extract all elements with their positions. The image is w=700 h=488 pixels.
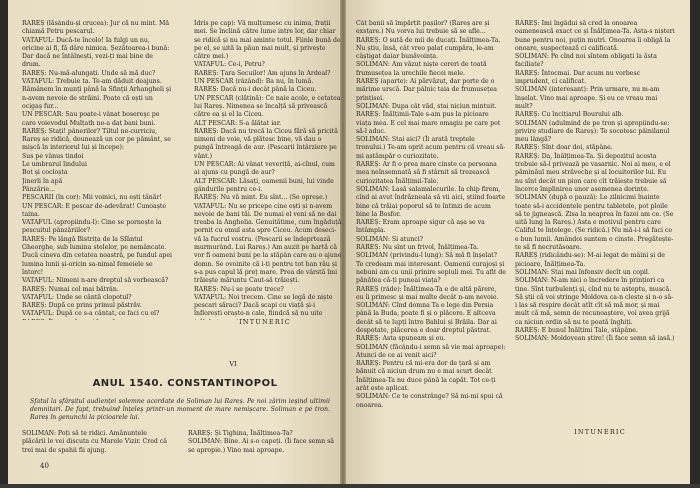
page-number: 40 xyxy=(40,462,49,470)
left-page-column-1: RAREȘ (lăsându-și crucea): Jur că nu mint. Mă chiamă Petru pescarul. VATAFUL: Ducă-te încolo! Ia fulgi un nu, oricine ai fi, fă dâre nimica. Șezătoarea-i bună: Dar dacă ne întâlnești, vezi-ți mai bine de drum. RAREȘ: Nu-mă-alungați. Unde să mă duc? VATAFUL: Trebuie ta. Te-am dăduit deajuns. Rămânem în munți până la Sfinții Arhangheli și n-avem nevoie de străini. Poate că ești un ocigaș fur... UN PESCAR: Sau poate-i vânat bosereşc pe care voievodul Mulțath ne-a dat bani buni. RAREȘ: Stați! pânerilor? Tiltul ne-curriciu, Rareș se ridică, deunează un cor pe pământ, se mișcă în interiorul lui și începe): Sus pe vânus tindoi Le umbrarul lindului Bot și cocloșta Jinerli în apă Pânzărie... PESCARII (în cor): Mii voinici, nu ești tânăr! UN PESCAR: E pescar de-adevărat! Cunoaște taina. VATAFUL (apropiindu-l): Cine se pornește la pescuitul pânzăriilor? RAREȘ: Pe lângă Bistrița de la Sfântul Gheorghe, sub lumina stelelor, pe nemâncate. Ducă cineva din cetatea noastră, pe fundul apei lumina lunii și-oricin sa-nimal femeiele se întorc! VATAFUL: Nimeni n-are dreptul să vorbească? RAREȘ: Numai cel mai bătrân. VATAFUL: Unde se cântă clopotul? RAREȘ: După ce prins primul păstrăv. VATAFUL: După ce s-a cântat, ce faci cu el? xyxy=(22,20,172,318)
act-number: VI xyxy=(229,360,237,368)
stage-directions: Sfatul la sfârșitul audienței solemne acordate de Soliman lui Rareș. Pe noi zărim ieșind ultimii demnitari. De fapt, trebuind înțeleș printr-un moment de mare nemișcare. Soliman e pe tron. Rareș în genunchi la picioarele lui. xyxy=(30,398,330,421)
book-cover-left xyxy=(0,0,8,488)
act-title: ANUL 1540. CONSTANTINOPOL xyxy=(92,378,278,389)
left-bottom-dialogue-1: SOLIMAN: Poți să te ridici. Amănuntele plăcării le vei discuta cu Marele Vizir. Cred că trei mai de spahii fii ajung. xyxy=(22,430,167,454)
scene-end-left: INTUNERIC xyxy=(239,318,291,326)
book-cover-right xyxy=(690,0,700,488)
scene-end-right: INTUNERIC xyxy=(574,428,626,436)
book-bottom-edge xyxy=(0,484,700,488)
right-page-column-1: Cât banii să împărțit pașilor? (Rareș are și exstare.) Nu vorva lui trebuie să se afle... RAREȘ: O sută de mii de ducați. Înălțimea-Ta. Nu știu, însă, cât vreo palat cumpăra, le-am câștigat daiar bunăvoința. SOLIMAN: Am văzut niște cereri de toată frumusețea la urechile fiecei mele. RAREȘ (aparte): Ai părvăzut, dar porte de o mărime urscă. Dar pâlnic taia de frumusețea prințisei. SOLIMAN: Dupa cât văd, stai niciun mintuit. RAREȘ: Înălțimii-Tale s-am pus la picioare viața mea. E cel mai mare omagiu pe care pot să-l aduc. SOLIMAN: Stai aici? (Îi arată treptele tronului.) Te-am oprit acum pentru că vreau să-mi astâmpăr o curiozitate. RAREȘ: Ar fi o prea mare cinste ca persoana mea neînsemnată să fi stârnit să trezească curiozitatea Înălțimii-Tale. SOLIMAN: Lasă salamalecurile. Ia chip firem, cînd ai avut îndrăzneala să vii aici, știind foarte bine că trăiai poporul să te întinzi de acum bine la Bosfor. RAREȘ: Eram aproape sigur că așa se va întâmpla. SOLIMAN: Și atunci? RAREȘ: Nu sînt un frivol, Înălțimea-Ta. SOLIMAN (privindu-l lung): Să mă fi înșelat? Te credeam mai interesant. Oamenii curajoși și nebuni am cu unii prinire sepiuli mei. Tu afit de pănătea că-ți puneai viața? RAREȘ (râde): Înălțimea-Ta e de altă părere, eu îi primesc și mai multe decât n-am nevoie. SOLIMAN: Cînd domna Ta e lege din Persia până la Buda, poate fi și o plăcere. E altceva decât să te lupți între Bahlui și Brăila. Dar ai despotate, plăcerea e doar dreptul păstrat. RAREȘ: Asta spuneam și eu. SOLIMAN (făcându-i semn să vie mai aproape): Atunci de ce ai venit aici? RAREȘ: Pentru că mi-era dor de țară și am bănuit că niciun drum nu e mai scurt decât Înălțimea-Ta nu duce până la capăt. Tot ce-ți arăt este aplicat. SOLIMAN: Ce te constrânge? Să mi-mi spui că onoarea. xyxy=(356,20,506,409)
right-page-column-2: RAREȘ: Îmi îngădui să cred la onoarea oamenească exact ce și Înălțimea-Ta. Asta-s nișteri bune pentru noi, puțin mutri. Onoarea îi obligă la onoare, suspectează ci calificată. SOLIMAN: Pe cînd noi sîntem obligați la ăsta faciliate? RAREȘ: Întocmai. Dar acum nu vorbesc imprudent, ci calificat. SOLIMAN (interesant): Prin urmare, nu m-am înșelat. Vino mai aproape. Și eu ce vreau mai mult? RAREȘ: Cu încițiarul Bourului alb. SOLIMAN (adulmind de pe tron și apropiindu-se: privire studiare de Rareș): Te socotesc pâinilanul meu lângă? RAREȘ: Sînt doar doi, stăpâne. RAREȘ: Da, Înălțimea-Ta. Și depozitul acesta trebuie să-l privează pe vasarnic. Noi ai meu, e el păminăul meu străveche și al locuitorilor lui. Eu nu sînt decât un pion care cît trăiește trebuie să încerce împlinirea unor asemenea dorințe. SOLIMAN (după o pauză): Le zilnicimi înainte toate să-i accidentele pentru tabletele, pot ploile să te jignească. Zisa la neaprea în fazei am ce. (Se uită lung la Rareș.) Asta e motivul pentru care Califul te înțelege. (Se ridică.) Nu mă-i-i să faci ce e bun lumii. Amândoi suntem o cinste. Pregătește-te să fi necrutăsoare. RAREȘ (ridicându-se): M-ai legat de mâini și de picioare, Înălțimea-Ta. SOLIMAN: Stai mai înfensiv decît un copil. SOLIMAN: N-am nici o încredere în prințiori ca tine. Sînt turbulenți și, cînd nu te asteptu, mușcă. Să știi că voi stringe Moldova ca-n cleste și n-o să-i las să respire decât atît cît să mă mor, și mai mult că mă, semn de recunoaștere, voi avea grijă ca niciun ordin să nu te poată înghiți. RAREȘ: E bunul Înălțimi Tale, stăpâne. SOLIMAN: Moldovean știre! (Îi face semn să iasă.) xyxy=(515,20,675,343)
left-bottom-dialogue-2: RAREȘ: Și Tighina, Înălțimea-Ta? SOLIMAN: Bine. Ai s-o capeți. (Îi face semn să se apropie.) Vino mai aproape. xyxy=(188,430,334,454)
left-page-column-2: Idris pe cap): Vă mulțumesc cu inima, frații mei. Se înclină către lume intre lor, dar chiar se ridică și nu mai aminte totul. Fiinle bună de pe el, se uită la păun mai mult, și privește către mei.) VATAFUL: Ce-i, Petru? RAREȘ: Țara Secuilor! Am ajuns în Ardeal? UN PESCAR (râzând): Ba nu, în lumă. RAREȘ: Dacă nu-i decât până la Ciceu. UN PESCAR (clătină): Ce naie acolo, e cetatea lui Rareș. Nimenea se încalță să privească către ea și el la Ciceu. ALT PESCAR: S-a ălătat iar. RAREȘ: Dacă nu trecă la Ciceu fără să pricită nimeni de voie, vă plătesc bine, vă dau o pungă întreagă de aur. (Pescarii întârziere pe vânt.) UN PESCAR: Ai vânat veveriță, ai-cînul, cum ai ajuns cu pungă de aur? ALT PESCAR: Lăsați, oamenii buni, lui vinde gândurile pentru ce-i. RAREȘ: Nu vă mint. Eu sînt... (Se opreșe.) VATAFUL: Nu se pricepe cine ești și n-avem nevoie de bani tăi. De numai el veni să ne dai treaba la Anghelia. Genuitătime, cum îngăduță pornit cu omul asta spre Ciceu. Acum deseci-vă la fucrul vostru. (Pescarii se îndeprtează murmurând. Lui Rareș.) Am auzit pe hartă că vor fi oameni buni pe la stăpân care au o ajune domn. Se ovoinite că i-ți pentru tot ban rău și s-a pus capul lă preț mare. Prea de vârstă îmi trăiește măruntu Caut-să trăiești. RAREȘ: Nu-i se poate trece? VATAFUL: Noi trecem. Cine se legă de niște pescari săraci? Dacă scapi cu viață și-i înflorești oraște-n cale, fiindcă să nu uite xyxy=(194,20,342,318)
